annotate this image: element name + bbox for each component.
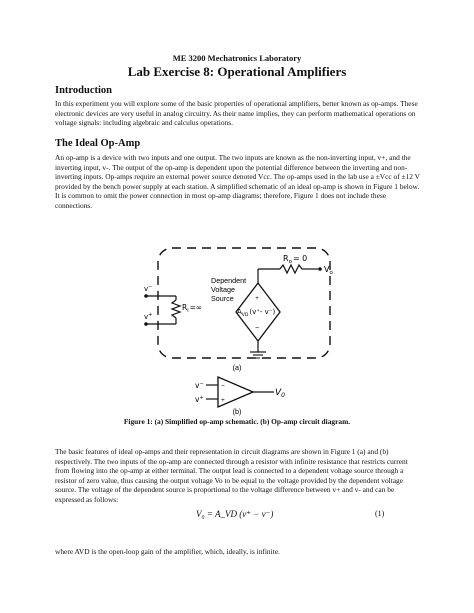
ideal-opamp-heading: The Ideal Op-Amp	[55, 138, 141, 149]
output-terminal	[318, 267, 322, 271]
label-b: (b)	[232, 407, 242, 416]
label-a: (a)	[232, 363, 242, 372]
features-paragraph: The basic features of ideal op-amps and their representation in circuit diagrams are shown in Figure 1 (a) and (b) respectively. The two inputs of the op-amp are connected through a resistor with infinite resistance that restricts current from flowing into the op-amp at either terminal. The output lead is connected to a dependent voltage source through a resistor of zero value, thus causing the output voltage Vo to be equal to the voltage provided by the dependent voltage source. The voltage of the dependent source is proportional to the voltage difference between v+ and v- and can be expressed as follows:	[55, 447, 408, 504]
figure-caption: Figure 1: (a) Simplified op-amp schematic. (b) Op-amp circuit diagram.	[123, 417, 351, 426]
gain-label: $A_{VD}(v^+-$ v⁻)	[237, 308, 276, 318]
ri-label: $R_i=\infty$	[182, 303, 203, 314]
vminus-terminal	[144, 294, 148, 298]
svg-text:+: +	[221, 397, 225, 404]
source-label-line1: Dependent	[211, 276, 247, 285]
ri-resistor	[172, 300, 180, 318]
ideal-opamp-paragraph: An op-amp is a device with two inputs and one output. The two inputs are known as the non-inverting input, v+, and the inverting input, v-. The output of the op-amp is dependent upon the potential difference between the inverting and non-inverting inputs. Op-amps require an external power source denoted Vcc. The op-amps used in the lab use a ±Vcc of ±12 V provided by the bench power supply at each station. A simplified schematic of an ideal op-amp is shown in Figure 1 below. It is common to omit the power connection in most op-amp diagrams; therefore, Figure 1 does not include these connections.	[55, 153, 420, 210]
equation-number: (1)	[375, 509, 385, 518]
svg-text:−: −	[221, 383, 225, 390]
intro-heading: Introduction	[55, 85, 112, 96]
svg-text:+: +	[255, 296, 259, 302]
opamp-vminus-label: v−	[195, 381, 204, 390]
intro-paragraph: In this experiment you will explore some of the basic properties of operational amplifiers, better known as op-amps. These electronic devices are very useful in analog circuitry. As their name implies, they can perform mathematical operations on voltage signals: including algebraic and calculus operations.	[55, 99, 418, 128]
course-name: ME 3200 Mechatronics Laboratory	[172, 53, 302, 63]
ro-resistor	[280, 265, 302, 273]
vplus-terminal	[144, 322, 148, 326]
source-label-line3: Source	[211, 294, 234, 303]
vo-label: $V_o$	[324, 265, 333, 276]
source-label-line2: Voltage	[211, 285, 235, 294]
equation-1: V₀ = A_VD (v⁺ − v⁻)	[196, 509, 274, 519]
svg-text:−: −	[254, 325, 260, 332]
ro-label: $R_o= 0$	[283, 254, 308, 265]
page-title: Lab Exercise 8: Operational Amplifiers	[127, 64, 347, 79]
where-paragraph: where AVD is the open-loop gain of the amplifier, which, ideally, is infinite.	[55, 547, 280, 556]
vminus-label: v−	[144, 284, 153, 293]
opamp-vplus-label: v+	[195, 395, 204, 404]
opamp-vo-label: $V_0$	[275, 388, 285, 399]
vplus-label: v+	[144, 312, 153, 321]
